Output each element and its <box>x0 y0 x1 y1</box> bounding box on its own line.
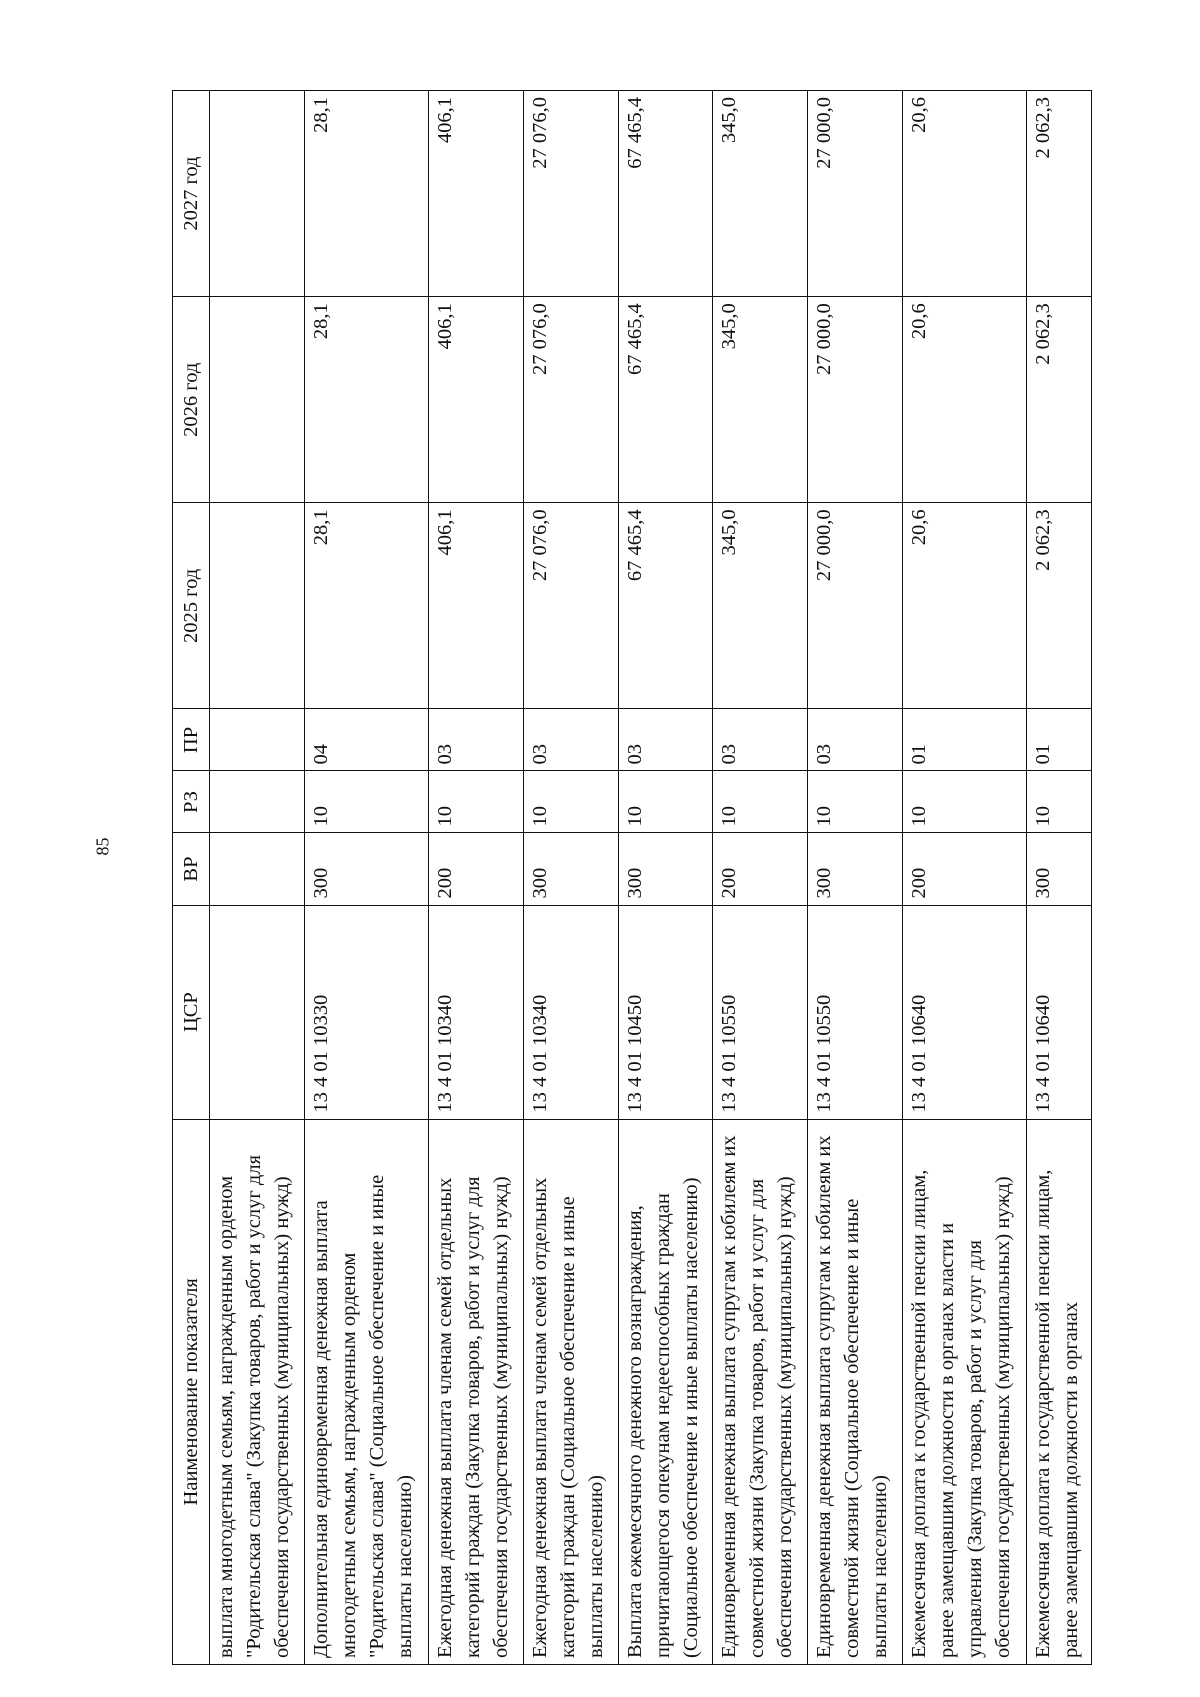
header-2025: 2025 год <box>173 503 210 709</box>
cell-2025: 27 000,0 <box>807 503 902 709</box>
cell-2026: 27 076,0 <box>523 297 618 503</box>
cell-rz: 10 <box>429 771 524 833</box>
table-row <box>210 91 305 1665</box>
cell-pr: 03 <box>429 709 524 771</box>
header-2027: 2027 год <box>173 91 210 297</box>
cell-rz <box>210 771 305 833</box>
cell-csr: 13 4 01 10340 <box>523 905 618 1119</box>
budget-table <box>172 90 1092 1665</box>
header-2026: 2026 год <box>173 297 210 503</box>
cell-name: выплата многодетным семьям, награжденным орденом "Родительская слава" (Закупка товаров, работ и услуг для обеспечения государственных (муниципальных) нужд) <box>210 1119 305 1664</box>
header-csr: ЦСР <box>173 905 210 1119</box>
cell-name: Ежегодная денежная выплата членам семей отдельных категорий граждан (Социальное обеспечение и иные выплаты населению) <box>523 1119 618 1664</box>
cell-2026: 345,0 <box>713 297 808 503</box>
cell-vr: 200 <box>902 833 1026 905</box>
cell-2027: 345,0 <box>713 91 808 297</box>
table-row <box>523 91 618 1665</box>
cell-2026 <box>210 297 305 503</box>
cell-vr: 300 <box>304 833 428 905</box>
table-row <box>807 91 902 1665</box>
cell-2026: 2 062,3 <box>1027 297 1092 503</box>
table-row <box>713 91 808 1665</box>
cell-rz: 10 <box>618 771 713 833</box>
cell-csr: 13 4 01 10550 <box>713 905 808 1119</box>
table-row <box>1027 91 1092 1665</box>
cell-pr <box>210 709 305 771</box>
cell-vr: 300 <box>523 833 618 905</box>
cell-csr <box>210 905 305 1119</box>
cell-name: Единовременная денежная выплата супругам к юбилеям их совместной жизни (Закупка товаров, работ и услуг для обеспечения государственных (муниципальных) нужд) <box>713 1119 808 1664</box>
table-header-row <box>173 91 210 1665</box>
cell-2026: 20,6 <box>902 297 1026 503</box>
cell-vr: 300 <box>807 833 902 905</box>
header-pr: ПР <box>173 709 210 771</box>
cell-name: Ежемесячная доплата к государственной пенсии лицам, ранее замещавшим должности в органах власти и управления (Закупка товаров, работ и услуг для обеспечения государственных (муниципальных) нужд) <box>902 1119 1026 1664</box>
table-row <box>618 91 713 1665</box>
cell-name: Ежегодная денежная выплата членам семей отдельных категорий граждан (Закупка товаров, работ и услуг для обеспечения государственных (муниципальных) нужд) <box>429 1119 524 1664</box>
cell-2025: 345,0 <box>713 503 808 709</box>
cell-rz: 10 <box>523 771 618 833</box>
header-vr: ВР <box>173 833 210 905</box>
cell-pr: 04 <box>304 709 428 771</box>
cell-name: Единовременная денежная выплата супругам к юбилеям их совместной жизни (Социальное обеспечение и иные выплаты населению) <box>807 1119 902 1664</box>
cell-vr: 200 <box>713 833 808 905</box>
cell-csr: 13 4 01 10550 <box>807 905 902 1119</box>
cell-2025: 67 465,4 <box>618 503 713 709</box>
cell-2027 <box>210 91 305 297</box>
cell-rz: 10 <box>1027 771 1092 833</box>
cell-2027: 406,1 <box>429 91 524 297</box>
cell-2027: 27 000,0 <box>807 91 902 297</box>
cell-name: Дополнительная единовременная денежная выплата многодетным семьям, награжденным орденом "Родительская слава" (Социальное обеспечение и иные выплаты населению) <box>304 1119 428 1664</box>
cell-2025: 2 062,3 <box>1027 503 1092 709</box>
cell-2027: 2 062,3 <box>1027 91 1092 297</box>
cell-2025 <box>210 503 305 709</box>
cell-pr: 03 <box>807 709 902 771</box>
cell-name: Выплата ежемесячного денежного вознаграждения, причитающегося опекунам недееспособных граждан (Социальное обеспечение и иные выплаты населению) <box>618 1119 713 1664</box>
cell-rz: 10 <box>902 771 1026 833</box>
cell-2025: 20,6 <box>902 503 1026 709</box>
cell-rz: 10 <box>304 771 428 833</box>
cell-2025: 406,1 <box>429 503 524 709</box>
cell-2027: 67 465,4 <box>618 91 713 297</box>
cell-name: Ежемесячная доплата к государственной пенсии лицам, ранее замещавшим должности в органах <box>1027 1119 1092 1664</box>
cell-csr: 13 4 01 10330 <box>304 905 428 1119</box>
cell-2025: 27 076,0 <box>523 503 618 709</box>
cell-2026: 28,1 <box>304 297 428 503</box>
cell-2025: 28,1 <box>304 503 428 709</box>
cell-rz: 10 <box>807 771 902 833</box>
cell-pr: 01 <box>902 709 1026 771</box>
cell-vr <box>210 833 305 905</box>
budget-table-rotated <box>172 90 1092 1665</box>
page-number: 85 <box>92 837 113 856</box>
cell-csr: 13 4 01 10450 <box>618 905 713 1119</box>
cell-pr: 03 <box>618 709 713 771</box>
cell-2026: 67 465,4 <box>618 297 713 503</box>
cell-2026: 406,1 <box>429 297 524 503</box>
cell-pr: 01 <box>1027 709 1092 771</box>
cell-2027: 27 076,0 <box>523 91 618 297</box>
header-rz: РЗ <box>173 771 210 833</box>
cell-rz: 10 <box>713 771 808 833</box>
table-row <box>304 91 428 1665</box>
cell-csr: 13 4 01 10640 <box>902 905 1026 1119</box>
table-row <box>429 91 524 1665</box>
cell-2026: 27 000,0 <box>807 297 902 503</box>
cell-pr: 03 <box>523 709 618 771</box>
cell-vr: 300 <box>1027 833 1092 905</box>
cell-pr: 03 <box>713 709 808 771</box>
cell-csr: 13 4 01 10340 <box>429 905 524 1119</box>
header-name: Наименование показателя <box>173 1119 210 1664</box>
cell-vr: 300 <box>618 833 713 905</box>
cell-2027: 28,1 <box>304 91 428 297</box>
cell-csr: 13 4 01 10640 <box>1027 905 1092 1119</box>
table-row <box>902 91 1026 1665</box>
cell-vr: 200 <box>429 833 524 905</box>
cell-2027: 20,6 <box>902 91 1026 297</box>
